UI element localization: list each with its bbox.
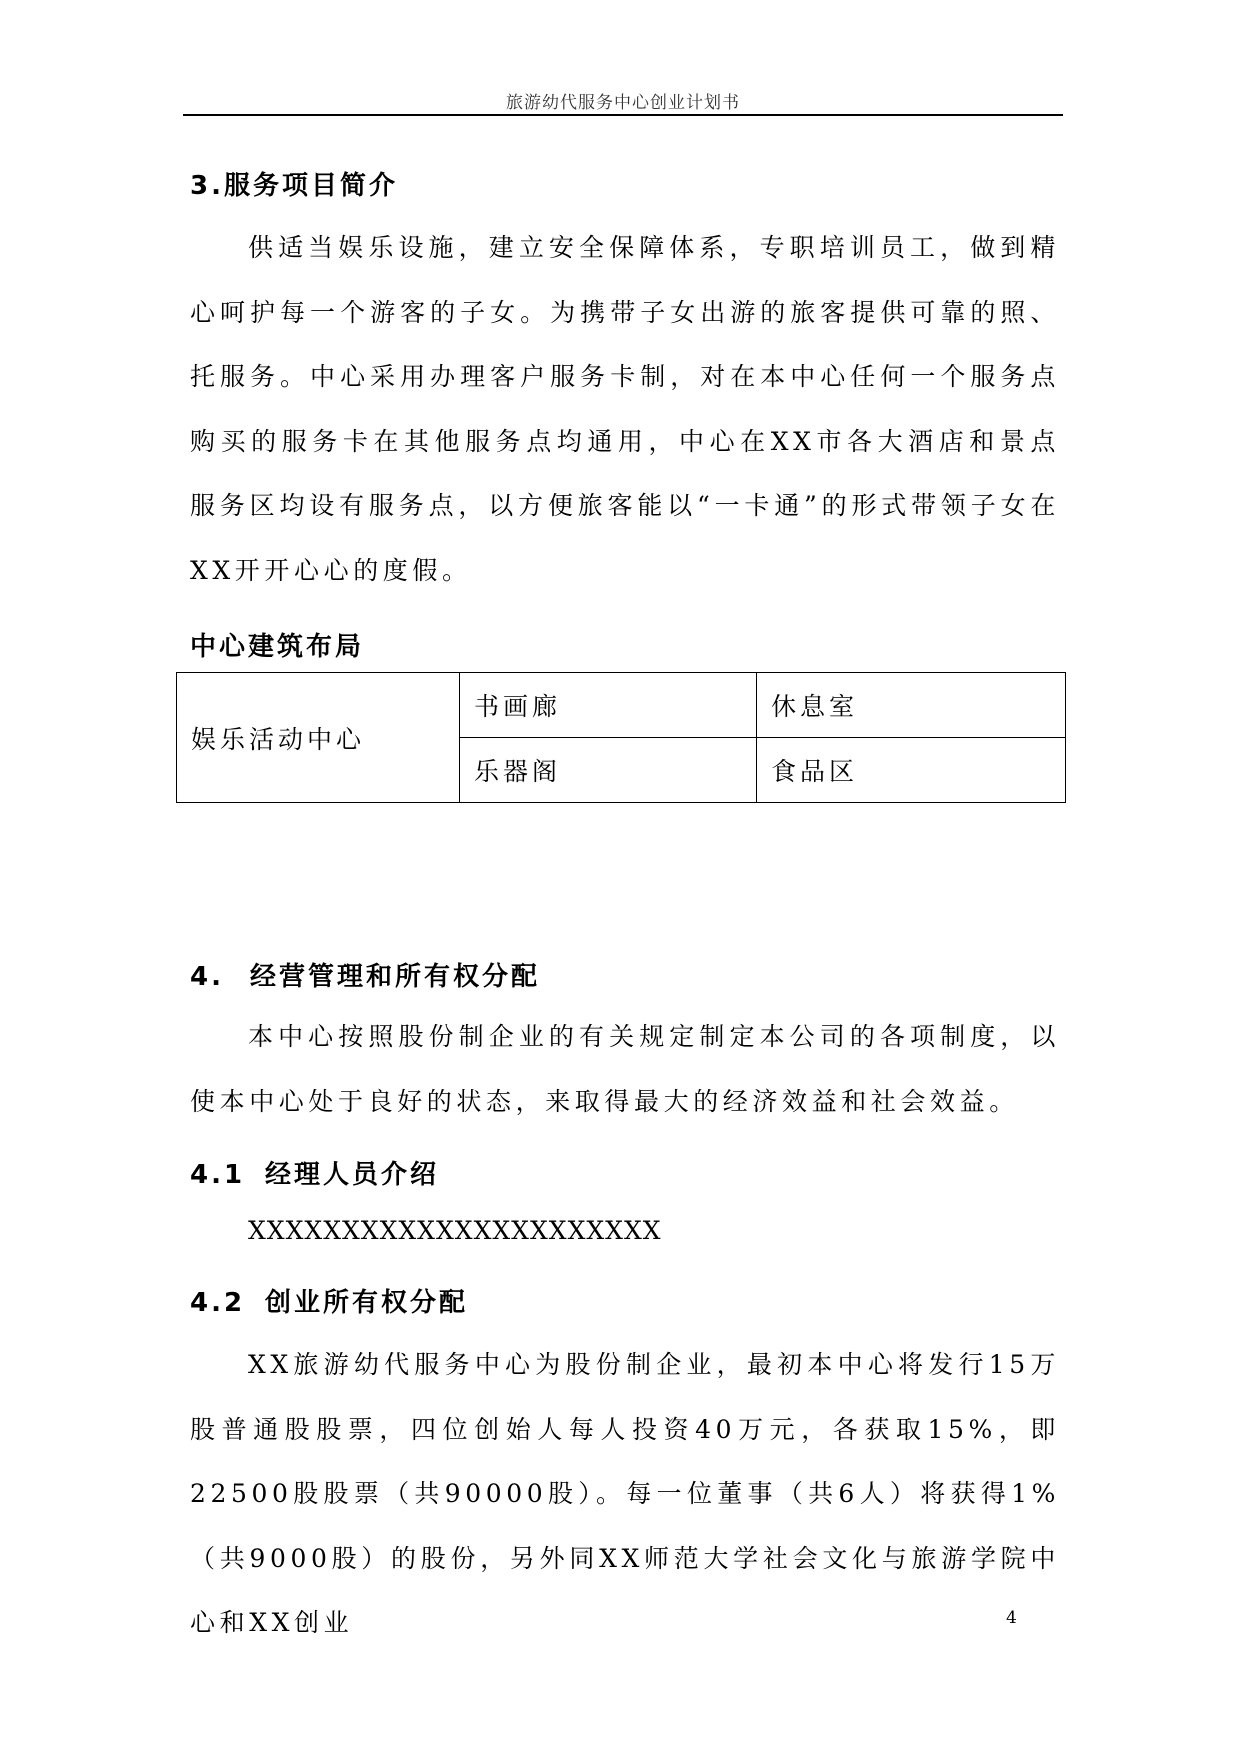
section-3-paragraph <box>190 216 1060 603</box>
section-4-2-number: 4.2 <box>190 1288 246 1318</box>
section-4-paragraph-text: 本中心按照股份制企业的有关规定制定本公司的各项制度，以使本中心处于良好的状态，来取得最大的经济效益和社会效益。 <box>190 1022 1060 1116</box>
layout-table <box>176 672 1066 803</box>
table-row <box>177 673 1066 738</box>
section-4-title: 经营管理和所有权分配 <box>250 962 541 992</box>
running-header: 旅游幼代服务中心创业计划书 <box>506 93 740 113</box>
table-cell: 书画廊 <box>460 673 757 738</box>
layout-heading: 中心建筑布局 <box>190 632 365 662</box>
section-4-1-number: 4.1 <box>190 1160 246 1190</box>
table-cell-entertainment-center: 娱乐活动中心 <box>177 673 460 803</box>
section-4-paragraph <box>190 1005 1060 1134</box>
section-3-paragraph-text: 供适当娱乐设施，建立安全保障体系，专职培训员工，做到精心呵护每一个游客的子女。为携带子女出游的旅客提供可靠的照、托服务。中心采用办理客户服务卡制，对在本中心任何一个服务点购买的服务卡在其他服务点均通用，中心在XX市各大酒店和景点服务区均设有服务点，以方便旅客能以“一卡通”的形式带领子女在XX开开心心的度假。 <box>190 233 1060 585</box>
section-4-number: 4. <box>190 962 224 992</box>
section-4-2-heading <box>190 1282 468 1319</box>
section-4-1-heading <box>190 1154 439 1191</box>
section-4-1-content: XXXXXXXXXXXXXXXXXXXXXX <box>248 1216 662 1245</box>
header-rule <box>183 114 1063 116</box>
section-4-2-paragraph-text: XX旅游幼代服务中心为股份制企业，最初本中心将发行15万股普通股股票，四位创始人每人投资40万元，各获取15%，即22500股股票（共90000股）。每一位董事（共6人）将获得1%（共9000股）的股份，另外同XX师范大学社会文化与旅游学院中心和XX创业 <box>190 1350 1060 1637</box>
table-cell: 食品区 <box>757 738 1066 803</box>
table-cell: 休息室 <box>757 673 1066 738</box>
section-4-2-title: 创业所有权分配 <box>265 1288 469 1318</box>
table-cell: 乐器阁 <box>460 738 757 803</box>
section-4-2-paragraph <box>190 1333 1060 1656</box>
section-4-heading <box>190 956 540 993</box>
page-number: 4 <box>1006 1608 1017 1628</box>
section-3-heading: 3.服务项目简介 <box>190 171 398 201</box>
section-4-1-title: 经理人员介绍 <box>265 1160 440 1190</box>
